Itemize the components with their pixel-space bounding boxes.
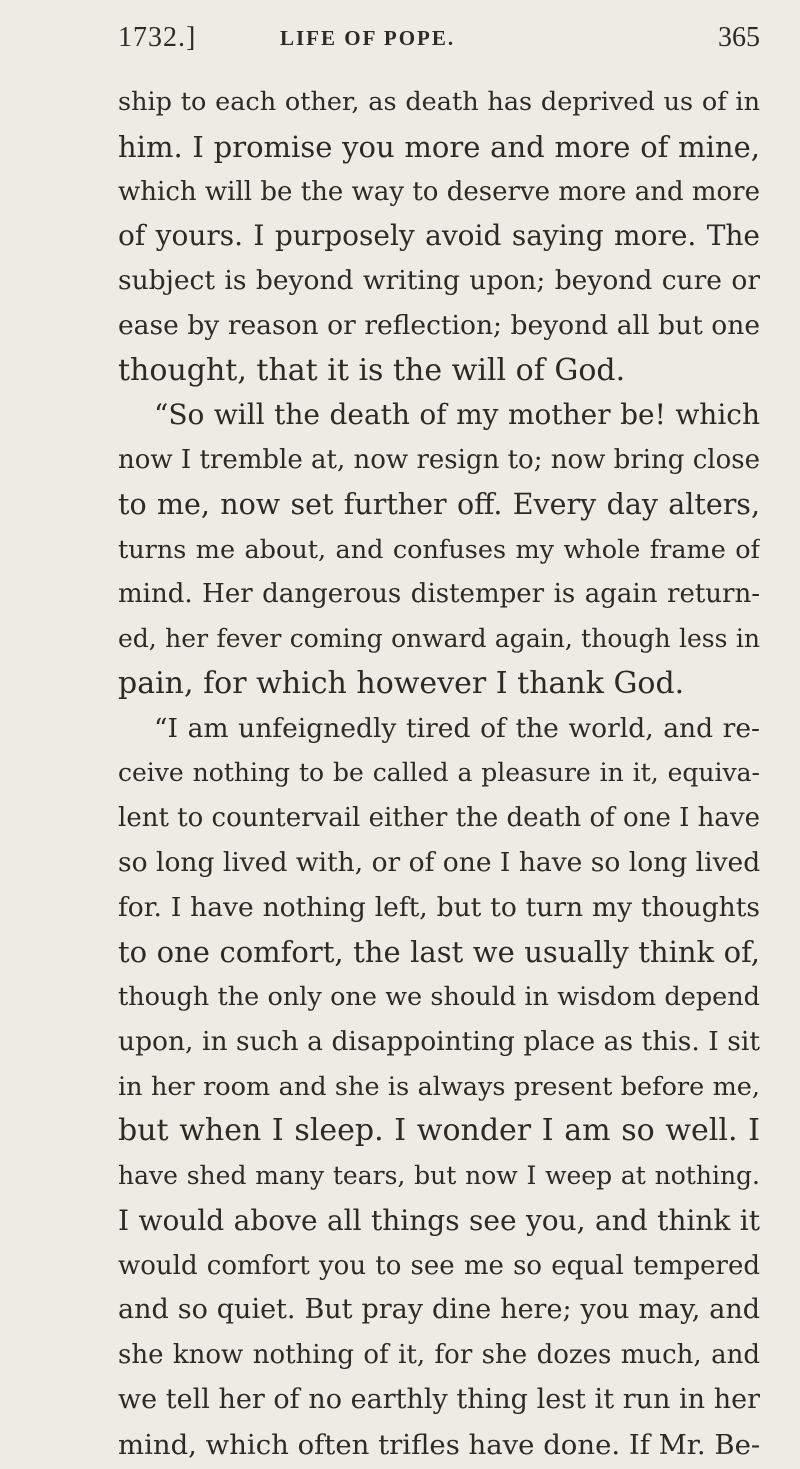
text-line: “I am unfeignedly tired of the world, and re- xyxy=(154,712,760,744)
page-number: 365 xyxy=(718,22,760,53)
text-line: lent to countervail either the death of one I have xyxy=(118,803,760,833)
header-title: LIFE OF POPE. xyxy=(280,26,456,50)
text-line: but when I sleep. I wonder I am so well. I xyxy=(118,1113,760,1149)
text-line: would comfort you to see me so equal tempered xyxy=(118,1250,760,1281)
text-line: in her room and she is always present before me, xyxy=(118,1071,760,1102)
text-line: which will be the way to deserve more and more xyxy=(118,176,760,207)
text-line: have shed many tears, but now I weep at nothing. xyxy=(118,1161,760,1190)
text-line: thought, that it is the will of God. xyxy=(118,352,626,388)
text-line: ed, her fever coming onward again, though less in xyxy=(118,624,760,653)
text-line: for. I have nothing left, but to turn my thoughts xyxy=(118,891,760,923)
text-line: to one comfort, the last we usually think of, xyxy=(118,935,760,970)
text-line: “So will the death of my mother be! which xyxy=(154,398,760,432)
header-year: 1732.] xyxy=(118,22,197,53)
text-line: so long lived with, or of one I have so long lived xyxy=(118,846,760,878)
body-text xyxy=(118,80,760,1467)
text-line: ship to each other, as death has deprived us of in xyxy=(118,87,760,117)
text-line: turns me about, and confuses my whole frame of xyxy=(118,534,760,565)
text-line: him. I promise you more and more of mine, xyxy=(118,129,760,164)
text-line: I would above all things see you, and think it xyxy=(118,1203,760,1237)
text-line: ease by reason or reflection; beyond all but one xyxy=(118,309,760,341)
text-line: we tell her of no earthly thing lest it run in her xyxy=(118,1383,760,1415)
text-line: mind. Her dangerous distemper is again return- xyxy=(118,579,760,610)
text-line: ceive nothing to be called a pleasure in it, equiva- xyxy=(118,758,760,788)
text-line: mind, which often trifles have done. If Mr. Be- xyxy=(118,1428,760,1461)
text-line: she know nothing of it, for she dozes much, and xyxy=(118,1340,760,1370)
text-line: now I tremble at, now resign to; now bring close xyxy=(118,445,760,475)
text-line: and so quiet. But pray dine here; you may, and xyxy=(118,1294,760,1326)
text-line: to me, now set further off. Every day alters, xyxy=(118,487,760,521)
text-line: though the only one we should in wisdom depend xyxy=(118,982,760,1012)
text-line: of yours. I purposely avoid saying more. The xyxy=(118,219,760,253)
text-line: pain, for which however I thank God. xyxy=(118,665,685,701)
text-line: upon, in such a disappointing place as this. I sit xyxy=(118,1025,760,1057)
running-head xyxy=(118,22,760,56)
text-line: subject is beyond writing upon; beyond cure or xyxy=(118,265,760,296)
